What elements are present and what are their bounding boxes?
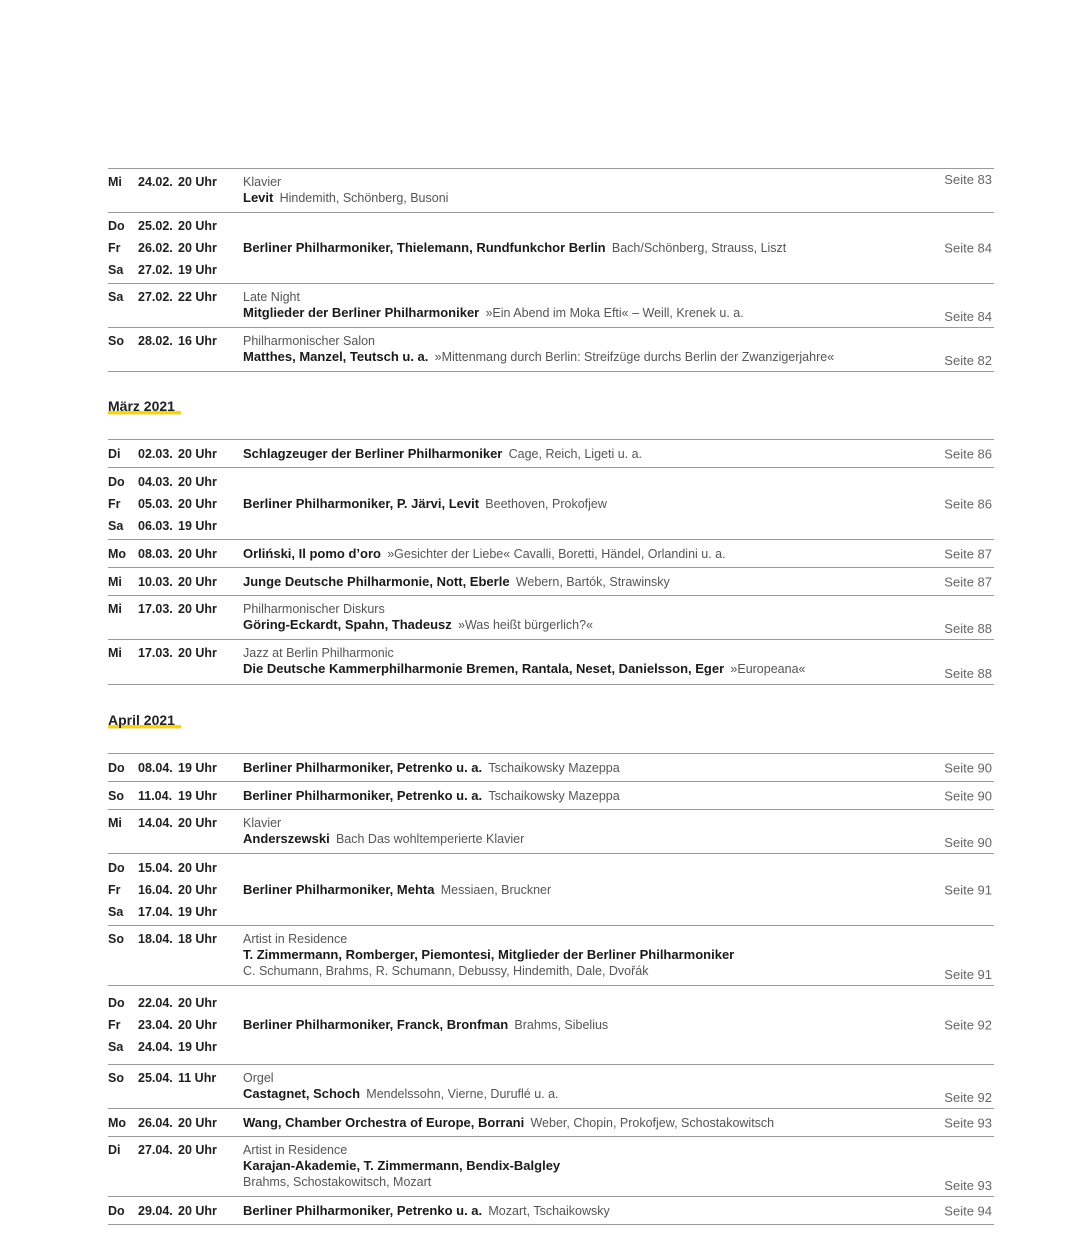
concert-details (243, 540, 924, 567)
program: Brahms, Sibelius (514, 1018, 609, 1032)
weekday: Mi (108, 175, 122, 189)
concert-entry (108, 809, 994, 853)
time: 20 Uhr (178, 496, 217, 511)
date-column (108, 1109, 238, 1136)
time: 20 Uhr (178, 816, 217, 830)
date: 04.03. (138, 474, 173, 489)
weekday: Mo (108, 1115, 127, 1130)
concert-title-line (243, 349, 924, 365)
concert-entry (108, 467, 994, 539)
date: 22.04. (138, 996, 173, 1010)
date-line (108, 1112, 238, 1134)
program: »Ein Abend im Moka Efti« – Weill, Krenek u. a. (485, 306, 744, 320)
date-line (108, 598, 238, 620)
time: 11 Uhr (178, 1071, 217, 1085)
page-reference: Seite 84 (944, 240, 992, 256)
date-line (108, 237, 238, 259)
program: Tschaikowsky Mazeppa (488, 788, 620, 803)
date: 24.04. (138, 1040, 173, 1054)
date-line (108, 543, 238, 565)
date-line (108, 443, 238, 465)
performers: Berliner Philharmoniker, Petrenko u. a. (243, 787, 483, 803)
time: 20 Uhr (178, 574, 217, 589)
page-reference: Seite 92 (944, 1090, 992, 1105)
program-works: C. Schumann, Brahms, R. Schumann, Debussy, Hindemith, Dale, Dvořák (243, 964, 649, 978)
concert-details (243, 1197, 924, 1224)
performers: Berliner Philharmoniker, Franck, Bronfman (243, 1017, 509, 1032)
concert-entry (108, 1136, 994, 1196)
date: 26.04. (138, 1115, 173, 1130)
month-heading-april: April 2021 (108, 712, 181, 729)
performers: Berliner Philharmoniker, Petrenko u. a. (243, 1202, 483, 1218)
concert-title-line (243, 305, 924, 321)
date-column (108, 440, 238, 467)
weekday: Fr (108, 882, 121, 897)
performers: Berliner Philharmoniker, Thielemann, Rundfunkchor Berlin (243, 240, 606, 255)
program: Mendelssohn, Vierne, Duruflé u. a. (366, 1087, 559, 1101)
concert-title-line (243, 1086, 924, 1102)
date: 15.04. (138, 860, 173, 875)
concert-details (243, 810, 924, 853)
concert-title-line (243, 831, 924, 847)
time: 20 Uhr (178, 546, 217, 561)
program: »Gesichter der Liebe« Cavalli, Boretti, Händel, Orlandini u. a. (387, 546, 726, 561)
concert-title-line (243, 1017, 924, 1033)
performers: T. Zimmermann, Romberger, Piemontesi, Mitglieder der Berliner Philharmoniker (243, 947, 735, 962)
performers: Castagnet, Schoch (243, 1086, 361, 1101)
weekday: Mi (108, 574, 122, 589)
date-line (108, 330, 238, 352)
page-reference: Seite 90 (944, 788, 992, 803)
page-reference: Seite 94 (944, 1203, 992, 1218)
performers: Berliner Philharmoniker, Petrenko u. a. (243, 759, 483, 775)
concert-title-line (243, 190, 924, 206)
time: 19 Uhr (178, 263, 217, 277)
date-line (108, 901, 238, 923)
time: 19 Uhr (178, 1040, 217, 1054)
time: 20 Uhr (178, 882, 217, 897)
concert-title-line (243, 760, 924, 776)
program: »Europeana« (730, 662, 806, 676)
time: 20 Uhr (178, 241, 217, 255)
date-column (108, 640, 238, 686)
concert-title-line (243, 546, 924, 562)
concert-details (243, 440, 924, 467)
concert-entry (108, 781, 994, 809)
page-reference: Seite 90 (944, 760, 992, 775)
time: 20 Uhr (178, 602, 217, 616)
date-column (108, 328, 238, 373)
page-reference: Seite 93 (944, 1115, 992, 1130)
weekday: Sa (108, 1040, 124, 1054)
date: 17.03. (138, 646, 173, 660)
concert-entry (108, 1108, 994, 1136)
date-line (108, 1067, 238, 1089)
concert-series: Artist in Residence (243, 932, 348, 946)
concert-details (243, 1109, 924, 1136)
page-reference: Seite 92 (944, 1017, 992, 1033)
program: Hindemith, Schönberg, Busoni (279, 191, 449, 205)
date-line (108, 1200, 238, 1222)
concert-series: Artist in Residence (243, 1143, 348, 1157)
concert-series: Klavier (243, 816, 282, 830)
concert-entry (108, 985, 994, 1064)
time: 20 Uhr (178, 219, 217, 233)
program: Beethoven, Prokofjew (485, 496, 607, 511)
time: 20 Uhr (178, 175, 217, 189)
concert-title-line (243, 446, 924, 462)
concert-series: Philharmonischer Salon (243, 334, 376, 348)
date: 24.02. (138, 175, 173, 189)
program: Tschaikowsky Mazeppa (488, 760, 620, 775)
weekday: Sa (108, 263, 124, 277)
weekday: Sa (108, 518, 124, 533)
weekday: Fr (108, 1018, 121, 1032)
weekday: Do (108, 1203, 125, 1218)
concert-entry (108, 168, 994, 212)
date-column (108, 540, 238, 567)
weekday: Do (108, 860, 125, 875)
date-line (108, 757, 238, 779)
weekday: So (108, 932, 124, 946)
performers: Göring-Eckardt, Spahn, Thadeusz (243, 617, 452, 632)
date-line (108, 215, 238, 237)
concert-title-line (243, 882, 924, 898)
time: 19 Uhr (178, 760, 217, 775)
weekday: Do (108, 219, 125, 233)
april-section (108, 753, 994, 1225)
time: 19 Uhr (178, 904, 217, 919)
date: 28.02. (138, 334, 173, 348)
time: 20 Uhr (178, 1115, 217, 1130)
date: 16.04. (138, 882, 173, 897)
concert-details (243, 782, 924, 809)
page-reference: Seite 93 (944, 1178, 992, 1193)
date-line (108, 812, 238, 834)
date-line (108, 1036, 238, 1058)
concert-details (243, 926, 924, 985)
page-reference: Seite 86 (944, 496, 992, 511)
date-column (108, 926, 238, 987)
concert-details (243, 284, 924, 327)
concert-details (243, 596, 924, 639)
date-line (108, 286, 238, 308)
date: 27.04. (138, 1143, 173, 1157)
time: 20 Uhr (178, 1143, 217, 1157)
concert-entry (108, 753, 994, 781)
performers: Junge Deutsche Philharmonie, Nott, Eberle (243, 573, 510, 589)
page-reference: Seite 86 (944, 446, 992, 461)
concert-title-line (243, 788, 924, 804)
time: 20 Uhr (178, 996, 217, 1010)
date: 27.02. (138, 263, 173, 277)
date: 25.02. (138, 219, 173, 233)
page-reference: Seite 84 (944, 309, 992, 324)
date-column (108, 754, 238, 781)
concert-details (243, 986, 924, 1064)
date: 08.03. (138, 546, 173, 561)
performers: Anderszewski (243, 831, 330, 846)
program: Messiaen, Bruckner (440, 882, 552, 897)
date-line (108, 1014, 238, 1036)
performers: Karajan-Akademie, T. Zimmermann, Bendix-Balgley (243, 1158, 561, 1173)
program-works: Brahms, Schostakowitsch, Mozart (243, 1175, 432, 1189)
weekday: Di (108, 446, 121, 461)
performers: Die Deutsche Kammerphilharmonie Bremen, Rantala, Neset, Danielsson, Eger (243, 661, 725, 676)
date-column (108, 568, 238, 595)
concert-title-line (243, 1158, 924, 1174)
program: Webern, Bartók, Strawinsky (515, 574, 670, 589)
date: 11.04. (138, 788, 173, 803)
time: 19 Uhr (178, 518, 217, 533)
weekday: Do (108, 760, 125, 775)
date: 06.03. (138, 518, 173, 533)
date-column (108, 284, 238, 329)
time: 20 Uhr (178, 646, 217, 660)
program: Mozart, Tschaikowsky (488, 1203, 610, 1218)
date: 17.03. (138, 602, 173, 616)
date: 18.04. (138, 932, 173, 946)
month-heading-maerz: März 2021 (108, 398, 181, 415)
concert-title-line (243, 574, 924, 590)
date-line (108, 571, 238, 593)
date: 17.04. (138, 904, 173, 919)
date-column (108, 1137, 238, 1198)
weekday: Fr (108, 241, 121, 255)
concert-details (243, 568, 924, 595)
performers: Schlagzeuger der Berliner Philharmoniker (243, 445, 503, 461)
date-line (108, 785, 238, 807)
time: 20 Uhr (178, 1018, 217, 1032)
performers: Mitglieder der Berliner Philharmoniker (243, 305, 480, 320)
concert-details (243, 640, 924, 684)
concert-entry (108, 595, 994, 639)
date-line (108, 515, 238, 537)
date-column (108, 1065, 238, 1110)
concert-entry (108, 327, 994, 372)
date: 05.03. (138, 496, 173, 511)
date: 14.04. (138, 816, 173, 830)
performers: Orliński, Il pomo d’oro (243, 545, 381, 561)
concert-details (243, 854, 924, 925)
program: Bach Das wohltemperierte Klavier (335, 832, 525, 846)
concert-series: Jazz at Berlin Philharmonic (243, 646, 394, 660)
date-line (108, 493, 238, 515)
concert-details (243, 754, 924, 781)
concert-title-line (243, 661, 924, 677)
time: 18 Uhr (178, 932, 217, 946)
concert-series: Philharmonischer Diskurs (243, 602, 385, 616)
weekday: So (108, 1071, 124, 1085)
weekday: Do (108, 996, 125, 1010)
date-line (108, 879, 238, 901)
performers: Wang, Chamber Orchestra of Europe, Borrani (243, 1114, 525, 1130)
date-line (108, 928, 238, 950)
program: Cage, Reich, Ligeti u. a. (508, 446, 643, 461)
time: 19 Uhr (178, 788, 217, 803)
date-column (108, 782, 238, 809)
date: 27.02. (138, 290, 173, 304)
date: 02.03. (138, 446, 173, 461)
date-column (108, 169, 238, 214)
weekday: So (108, 788, 124, 803)
date-line (108, 1139, 238, 1161)
weekday: Sa (108, 290, 124, 304)
concert-entry (108, 1196, 994, 1225)
concert-series: Klavier (243, 175, 282, 189)
concert-entry (108, 853, 994, 925)
date-line (108, 642, 238, 664)
page-reference: Seite 87 (944, 574, 992, 589)
date-column (108, 810, 238, 855)
performers: Levit (243, 190, 274, 205)
program: »Mittenmang durch Berlin: Streifzüge durchs Berlin der Zwanzigerjahre« (434, 350, 835, 364)
concert-title-line (243, 617, 924, 633)
performers: Berliner Philharmoniker, P. Järvi, Levit (243, 495, 480, 511)
weekday: Mi (108, 602, 122, 616)
concert-series: Late Night (243, 290, 300, 304)
date-line (108, 857, 238, 879)
concert-details (243, 328, 924, 371)
concert-title-line (243, 1115, 924, 1131)
date-column (108, 596, 238, 641)
time: 22 Uhr (178, 290, 217, 304)
date-line (108, 992, 238, 1014)
time: 20 Uhr (178, 474, 217, 489)
date-column (108, 854, 238, 925)
date: 29.04. (138, 1203, 173, 1218)
concert-entry (108, 283, 994, 327)
concert-title-line (243, 496, 924, 512)
weekday: So (108, 334, 124, 348)
weekday: Do (108, 474, 125, 489)
concert-details (243, 213, 924, 283)
page-reference: Seite 88 (944, 666, 992, 681)
date-line (108, 471, 238, 493)
weekday: Sa (108, 904, 124, 919)
weekday: Mo (108, 546, 127, 561)
date: 23.04. (138, 1018, 173, 1032)
date-column (108, 1197, 238, 1224)
weekday: Di (108, 1143, 121, 1157)
march-section (108, 439, 994, 685)
weekday: Fr (108, 496, 121, 511)
date-column (108, 468, 238, 539)
concert-entry (108, 212, 994, 283)
weekday: Mi (108, 646, 122, 660)
date: 10.03. (138, 574, 173, 589)
concert-details (243, 169, 924, 212)
concert-entry (108, 539, 994, 567)
date-line (108, 171, 238, 193)
concert-details (243, 1137, 924, 1196)
weekday: Mi (108, 816, 122, 830)
page-reference: Seite 82 (944, 353, 992, 368)
time: 20 Uhr (178, 1203, 217, 1218)
concert-entry (108, 1064, 994, 1108)
date: 26.02. (138, 241, 173, 255)
page-reference: Seite 91 (944, 967, 992, 982)
page-reference: Seite 90 (944, 835, 992, 850)
concert-series: Orgel (243, 1071, 274, 1085)
date: 25.04. (138, 1071, 173, 1085)
page-reference: Seite 88 (944, 621, 992, 636)
program: Bach/Schönberg, Strauss, Liszt (611, 241, 787, 255)
date: 08.04. (138, 760, 173, 775)
page-reference: Seite 91 (944, 882, 992, 897)
page-reference: Seite 87 (944, 546, 992, 561)
time: 20 Uhr (178, 860, 217, 875)
time: 20 Uhr (178, 446, 217, 461)
date-line (108, 259, 238, 281)
program: »Was heißt bürgerlich?« (458, 618, 594, 632)
date-column (108, 986, 238, 1064)
concert-entry (108, 925, 994, 985)
concert-details (243, 1065, 924, 1108)
concert-entry (108, 567, 994, 595)
performers: Berliner Philharmoniker, Mehta (243, 881, 435, 897)
concert-title-line (243, 240, 924, 256)
concert-entry (108, 639, 994, 685)
page-reference: Seite 83 (944, 172, 992, 187)
time: 16 Uhr (178, 334, 217, 348)
date-column (108, 213, 238, 283)
concert-details (243, 468, 924, 539)
february-section (108, 168, 994, 372)
concert-entry (108, 439, 994, 467)
performers: Matthes, Manzel, Teutsch u. a. (243, 349, 429, 364)
program: Weber, Chopin, Prokofjew, Schostakowitsch (530, 1115, 775, 1130)
concert-title-line (243, 947, 924, 963)
concert-title-line (243, 1203, 924, 1219)
